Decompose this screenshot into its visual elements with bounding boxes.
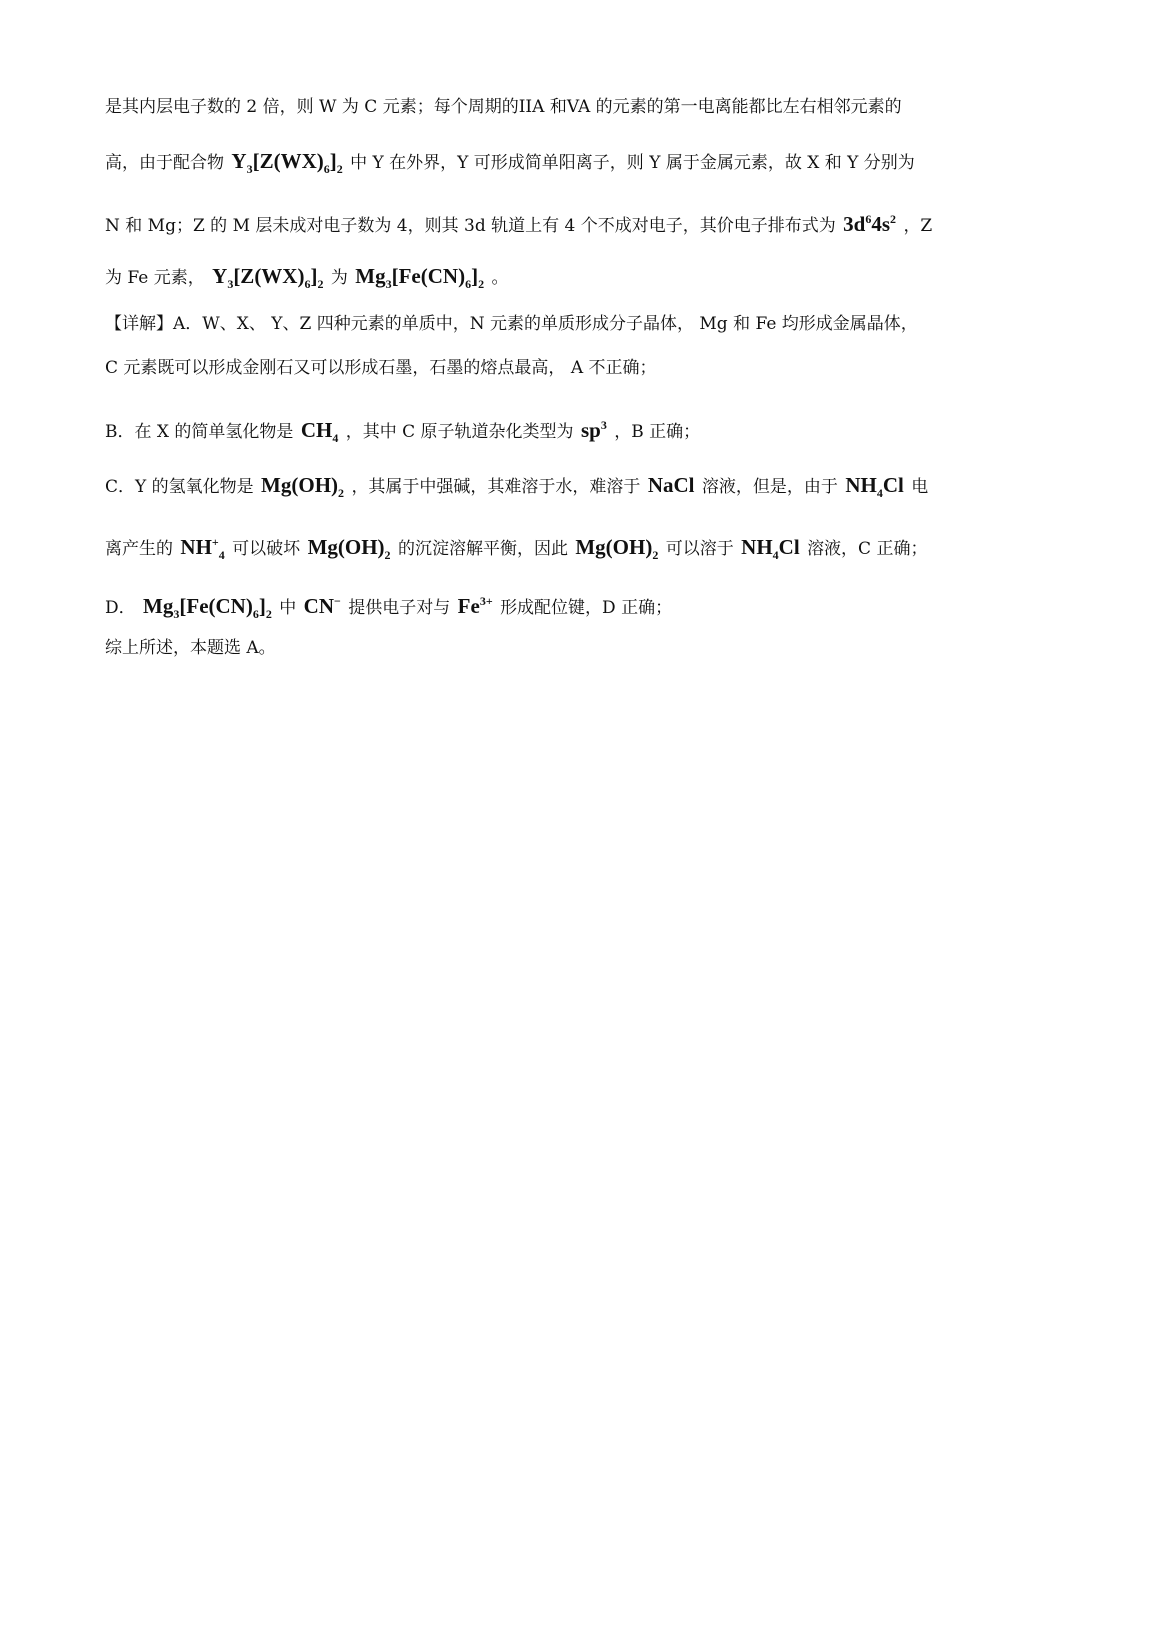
text: C 元素既可以形成金刚石又可以形成石墨，石墨的熔点最高， A 不正确； [105,358,657,378]
text: 溶液，C 正确； [807,539,928,559]
text: 的沉淀溶解平衡，因此 [397,539,568,559]
paragraph-line-4 [105,265,508,295]
text: ，其中 C 原子轨道杂化类型为 [345,422,574,442]
text: 中 [279,598,297,618]
paragraph-line-5 [105,313,918,335]
text: 为 [330,268,348,288]
formula-3d6-4s2: $3d^64s^2$ [843,212,897,236]
formula-nh4cl: $NH_4Cl$ [741,535,800,563]
paragraph-line-10 [105,590,672,625]
text: 是其内层电子数的 2 倍，则 W 为 C 元素；每个周期的IIA 和VA 的元素的第一电离能都比左右相邻元素的 [105,97,902,117]
text: ，其属于中强碱，其难溶于水，难溶于 [351,477,641,497]
text: 可以破坏 [232,539,301,559]
formula-mg3-fe-cn6-2: $Mg_3[Fe(CN)_6]_2$ [355,264,485,292]
formula-nh4-plus: $NH^+_4$ [180,535,225,563]
text: C．Y 的氢氧化物是 [105,477,254,497]
text: 。 [491,268,509,288]
text: 离产生的 [105,539,173,559]
text: B．在 X 的简单氢化物是 [105,422,294,442]
text: 高，由于配合物 [105,153,224,173]
text: ，Z [903,216,933,236]
text: 形成配位键，D 正确； [500,598,673,618]
text: 溶液，但是，由于 [701,477,838,497]
formula-y3-z-wx6-2: $Y_3[Z(WX)_6]_2$ [231,149,343,177]
text: 电 [911,477,929,497]
text: D． [105,598,136,618]
text: 为 Fe 元素， [105,268,205,288]
text: 综上所述，本题选 A。 [105,638,276,658]
formula-nh4cl: $NH_4Cl$ [845,473,904,501]
paragraph-line-2 [105,150,915,180]
paragraph-line-9 [105,531,927,566]
paragraph-line-1 [105,96,902,118]
paragraph-line-6 [105,357,657,379]
text: N 和 Mg；Z 的 M 层未成对电子数为 4，则其 3d 轨道上有 4 个不成对电子，其价电子排布式为 [105,216,836,236]
formula-cn-minus: CN− [303,594,341,618]
formula-nacl: NaCl [647,473,695,497]
formula-mg-oh-2: $Mg(OH)_2$ [575,535,659,563]
formula-mg-oh-2: $Mg(OH)_2$ [307,535,391,563]
formula-ch4: $CH_4$ [300,418,339,446]
formula-fe3-plus: $Fe^{3+}$ [457,594,493,618]
formula-y3-z-wx6-2: $Y_3[Z(WX)_6]_2$ [212,264,324,292]
text: 提供电子对与 [348,598,451,618]
paragraph-line-3 [105,208,932,237]
paragraph-line-7 [105,414,700,449]
text: ，B 正确； [614,422,701,442]
formula-sp3: $sp^3$ [580,418,607,442]
paragraph-line-11 [105,637,276,659]
formula-mg3-fe-cn6-2: $Mg_3[Fe(CN)_6]_2$ [143,594,272,622]
formula-mg-oh-2: $Mg(OH)_2$ [261,473,345,501]
paragraph-line-8 [105,474,928,504]
text: 中 Y 在外界，Y 可形成简单阳离子，则 Y 属于金属元素，故 X 和 Y 分别为 [350,153,915,173]
text: 可以溶于 [665,539,734,559]
text: 【详解】A．W、X、 Y、Z 四种元素的单质中，N 元素的单质形成分子晶体， Mg 和 Fe 均形成金属晶体， [105,314,918,334]
